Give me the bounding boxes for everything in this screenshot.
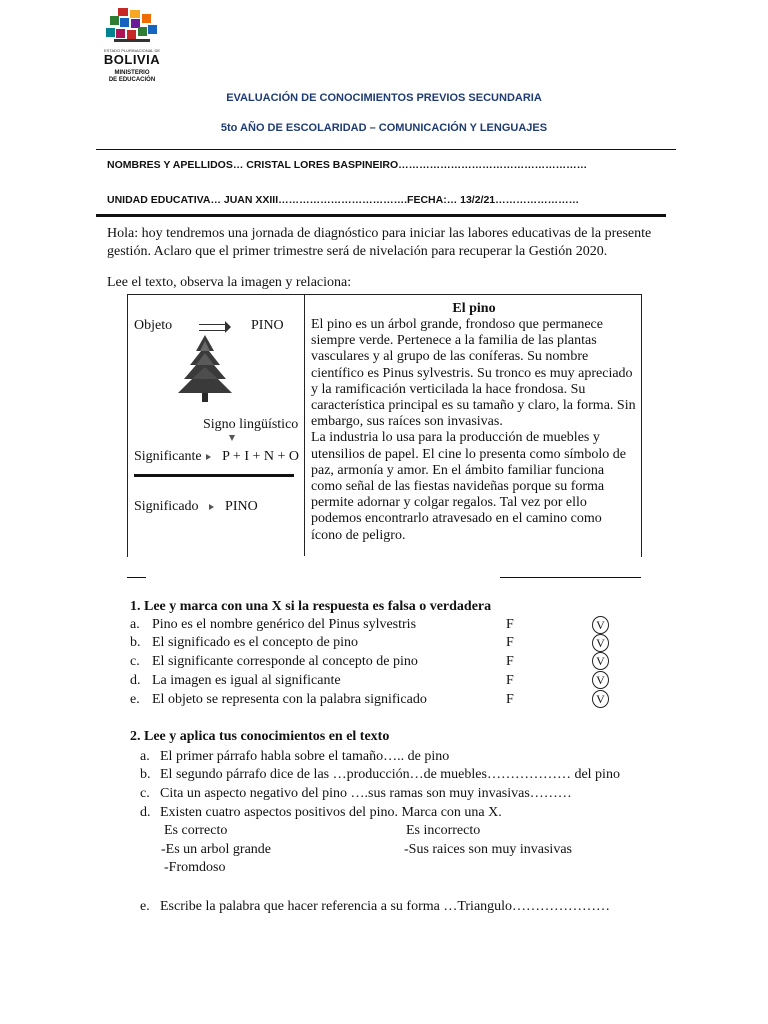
question-letter: a. xyxy=(130,617,140,632)
question-text: El significante corresponde al concepto de pino xyxy=(152,654,418,669)
arrow-small-icon xyxy=(206,454,211,460)
false-option[interactable]: F xyxy=(506,692,514,707)
reading-line: paz, armonía y amor. En el ámbito familiar funciona xyxy=(311,462,605,478)
reading-line: siempre verde. Pertenece a la familia de las plantas xyxy=(311,333,597,349)
page-title: EVALUACIÓN DE CONOCIMIENTOS PREVIOS SECUNDARIA xyxy=(226,92,542,104)
objeto-label: Objeto xyxy=(134,318,173,333)
fraction-line xyxy=(134,474,294,477)
reading-line: vasculares y al grupo de las coníferas. Su nombre xyxy=(311,349,589,365)
reading-paragraph xyxy=(311,317,637,544)
pine-tree-icon xyxy=(174,333,236,405)
logo-country: BOLIVIA xyxy=(103,52,161,67)
false-option[interactable]: F xyxy=(506,635,514,650)
logo-ministry-line2: DE EDUCACIÓN xyxy=(108,77,156,83)
incorrect-header: Es incorrecto xyxy=(406,823,481,838)
false-option[interactable]: F xyxy=(506,617,514,632)
significante-row xyxy=(134,448,299,465)
logo-ministry-line1: MINISTERIO xyxy=(114,70,150,76)
question-letter: c. xyxy=(130,654,140,669)
box-divider xyxy=(304,294,305,556)
true-option-circled[interactable]: V xyxy=(592,616,609,634)
reading-line: científico es Pinus sylvestris. Su tronco es muy apreciado xyxy=(311,365,633,381)
short-line xyxy=(127,577,146,578)
answer-e[interactable]: Escribe la palabra que hacer referencia a su forma …Triangulo………………… xyxy=(160,899,611,914)
answer-a[interactable]: El primer párrafo habla sobre el tamaño….. de pino xyxy=(160,749,450,764)
question-letter: b. xyxy=(140,767,151,782)
correct-item[interactable]: -Es un arbol grande xyxy=(161,842,272,857)
reading-line: y la ramificación verticilada la hace frondosa. Su xyxy=(311,381,586,397)
objeto-value: PINO xyxy=(251,318,284,333)
significante-label: Significante xyxy=(134,449,202,464)
significado-row xyxy=(134,498,258,515)
true-option-circled[interactable]: V xyxy=(592,690,609,708)
page-subtitle: 5to AÑO DE ESCOLARIDAD – COMUNICACIÓN Y LENGUAJES xyxy=(220,122,548,134)
arrow-small-icon xyxy=(209,504,214,510)
true-option-circled[interactable]: V xyxy=(592,652,609,670)
question-letter: e. xyxy=(130,692,140,707)
question-letter: d. xyxy=(130,673,141,688)
reading-line: como señal de las fiestas navideñas porque su forma xyxy=(311,479,605,495)
divider-thick xyxy=(96,214,666,217)
incorrect-item[interactable]: -Sus raices son muy invasivas xyxy=(404,842,572,857)
question-text: El significado es el concepto de pino xyxy=(152,635,359,650)
correct-item[interactable]: -Fromdoso xyxy=(164,860,226,875)
significante-value: P + I + N + O xyxy=(222,449,299,464)
answer-b[interactable]: El segundo párrafo dice de las …producción…de muebles……………… del pino xyxy=(160,767,620,782)
ministry-logo xyxy=(96,8,168,88)
false-option[interactable]: F xyxy=(506,673,514,688)
intro-line1: Hola: hoy tendremos una jornada de diagnóstico para iniciar las labores educativas de la presente xyxy=(107,226,652,241)
reading-line: ícono de peligro. xyxy=(311,527,406,543)
reading-line: podemos encontrarlo atravesado en el camino como xyxy=(311,511,602,527)
false-option[interactable]: F xyxy=(506,654,514,669)
signo-label: Signo lingüístico xyxy=(203,417,299,432)
school-date-field: UNIDAD EDUCATIVA… JUAN XXIII……………………………….FECHA:… 13/2/21…………………… xyxy=(107,194,580,206)
question-text: Pino es el nombre genérico del Pinus sylvestris xyxy=(152,617,417,632)
arrow-down-icon xyxy=(229,435,235,441)
answer-c[interactable]: Cita un aspecto negativo del pino ….sus ramas son muy invasivas……… xyxy=(160,786,572,801)
logo-state-text: ESTADO PLURINACIONAL DE xyxy=(103,48,160,53)
question-letter: b. xyxy=(130,635,141,650)
reading-line: El pino es un árbol grande, frondoso que permanece xyxy=(311,317,603,332)
question-letter: c. xyxy=(140,786,150,801)
reading-title: El pino xyxy=(452,301,496,316)
significado-value: PINO xyxy=(225,499,258,514)
question-text: La imagen es igual al significante xyxy=(152,673,341,688)
question-d: Existen cuatro aspectos positivos del pino. Marca con una X. xyxy=(160,805,502,820)
reading-line: utensilios de papel. El cine lo presenta como símbolo de xyxy=(311,446,626,462)
section2-title: 2. Lee y aplica tus conocimientos en el texto xyxy=(130,729,390,744)
student-name-field: NOMBRES Y APELLIDOS… CRISTAL LORES BASPINEIRO……………………………………………… xyxy=(107,159,588,171)
reading-line: permite adornar y colgar regalos. Tal vez por ello xyxy=(311,495,587,511)
short-line xyxy=(500,577,641,578)
true-option-circled[interactable]: V xyxy=(592,671,609,689)
reading-line: característica principal es su tamaño y claro, la forma. Sin xyxy=(311,398,636,414)
correct-header: Es correcto xyxy=(164,823,228,838)
significado-label: Significado xyxy=(134,499,199,514)
intro-line2: gestión. Aclaro que el primer trimestre será de nivelación para recuperar la Gestión 2020. xyxy=(107,244,608,259)
reading-line: embargo, sus raíces son invasivas. xyxy=(311,414,503,430)
question-letter: d. xyxy=(140,805,151,820)
section1-title: 1. Lee y marca con una X si la respuesta es falsa o verdadera xyxy=(130,599,492,614)
logo-emblem-icon xyxy=(106,8,158,48)
true-option-circled[interactable]: V xyxy=(592,634,609,652)
reading-line: La industria lo usa para la producción de muebles y xyxy=(311,430,600,446)
question-text: El objeto se representa con la palabra significado xyxy=(152,692,427,707)
instruction: Lee el texto, observa la imagen y relaciona: xyxy=(107,275,352,290)
divider xyxy=(96,149,676,150)
question-letter: a. xyxy=(140,749,150,764)
question-letter: e. xyxy=(140,899,150,914)
